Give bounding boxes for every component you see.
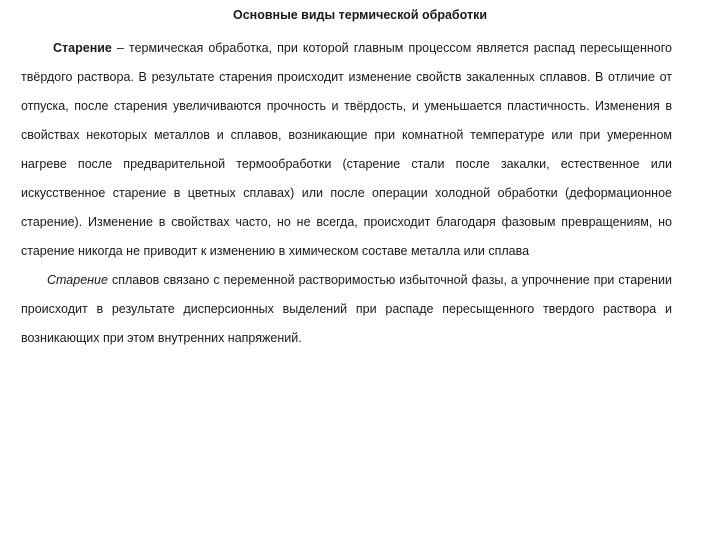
term-aging: Старение xyxy=(53,41,112,55)
paragraph-aging-definition xyxy=(21,34,672,266)
paragraph-aging-mechanism xyxy=(21,266,672,353)
page-title: Основные виды термической обработки xyxy=(232,8,488,22)
paragraph-aging-definition-text: – термическая обработка, при которой главным процессом является распад пересыщенного твёрдого раствора. В результате старения происходит изменение свойств закаленных сплавов. В отличие от отпуска, после старения увеличиваются прочность и твёрдость, и уменьшается пластичность. Изменения в свойствах некоторых металлов и сплавов, возникающие при комнатной температуре или при умеренном нагреве после предварительной термообработки (старение стали после закалки, естественное или искусственное старение в цветных сплавах) или после операции холодной обработки (деформационное старение). Изменение в свойствах часто, но не всегда, происходит благодаря фазовым превращениям, но старение никогда не приводит к изменению в химическом составе металла или сплава xyxy=(21,41,672,258)
body-text xyxy=(21,34,672,353)
term-aging-italic: Старение xyxy=(47,273,108,287)
paragraph-aging-mechanism-text: сплавов связано с переменной растворимостью избыточной фазы, а упрочнение при старении происходит в результате дисперсионных выделений при распаде пересыщенного твердого раствора и возникающих при этом внутренних напряжений. xyxy=(21,273,672,345)
